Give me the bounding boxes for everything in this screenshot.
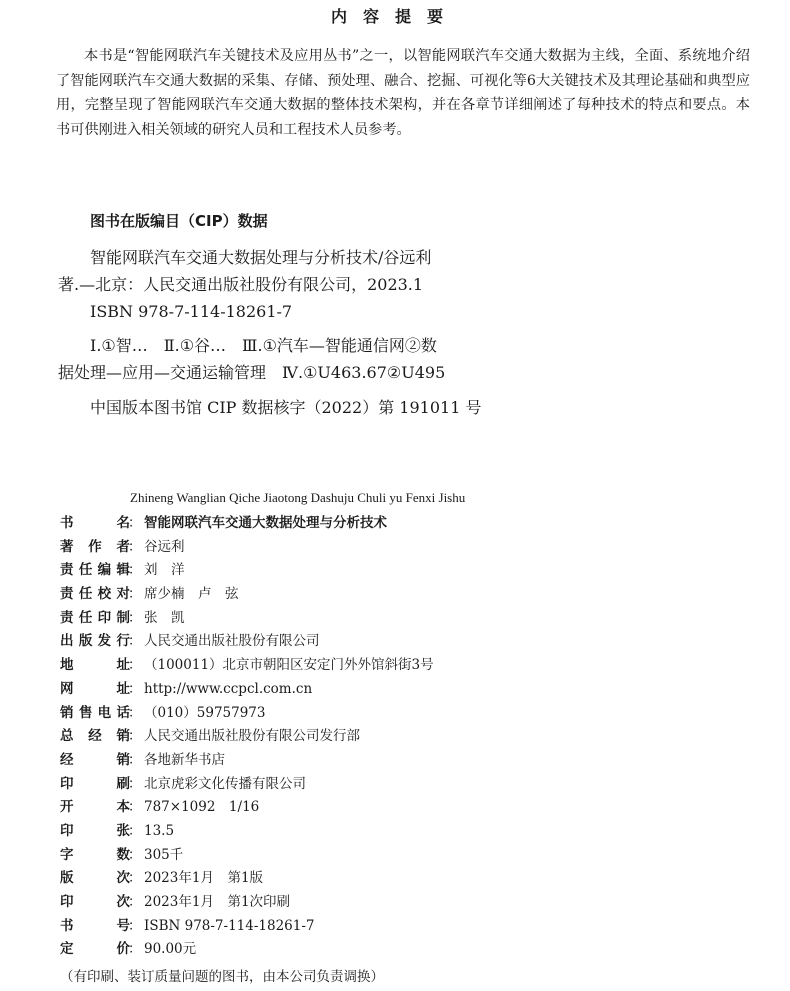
info-value: 智能网联汽车交通大数据处理与分析技术 <box>144 515 387 531</box>
info-row: 版次 ： 2023年1月 第1版 <box>60 867 760 891</box>
info-label: 责任印制 <box>60 609 130 626</box>
info-label: 网址 <box>60 680 130 697</box>
info-row: 销售电话 ： （010）59757973 <box>60 702 760 726</box>
info-row: 开本 ： 787×1092 1/16 <box>60 796 760 820</box>
info-value: 787×1092 1/16 <box>144 799 260 816</box>
info-label: 责任校对 <box>60 586 130 603</box>
info-value: （100011）北京市朝阳区安定门外外馆斜街3号 <box>144 657 434 674</box>
info-row: 印刷 ： 北京虎彩文化传播有限公司 <box>60 773 760 797</box>
info-row: 经销 ： 各地新华书店 <box>60 749 760 773</box>
info-label: 印张 <box>60 822 130 839</box>
footnote: （有印刷、装订质量问题的图书，由本公司负责调换） <box>60 969 384 985</box>
cip-heading: 图书在版编目（CIP）数据 <box>90 212 268 230</box>
info-label: 总经销 <box>60 728 130 745</box>
info-value: 刘 洋 <box>144 562 185 579</box>
cip-line: 中国版本图书馆 CIP 数据核字（2022）第 191011 号 <box>90 398 482 417</box>
info-value: 北京虎彩文化传播有限公司 <box>144 775 306 792</box>
info-row: 书号 ： ISBN 978-7-114-18261-7 <box>60 915 760 939</box>
info-row: 责任编辑 ： 刘 洋 <box>60 559 760 583</box>
info-value: 席少楠 卢 弦 <box>144 586 239 603</box>
cip-line: Ⅰ.①智… Ⅱ.①谷… Ⅲ.①汽车—智能通信网②数 <box>90 336 437 355</box>
cip-line: ISBN 978-7-114-18261-7 <box>90 302 293 321</box>
info-label: 开本 <box>60 799 130 816</box>
cip-line: 据处理—应用—交通运输管理 Ⅳ.①U463.67②U495 <box>58 363 446 382</box>
info-label: 版次 <box>60 870 130 887</box>
info-label: 书号 <box>60 917 130 934</box>
info-value: 90.00元 <box>144 941 197 958</box>
info-value: 各地新华书店 <box>144 751 225 768</box>
info-label: 著作者 <box>60 538 130 555</box>
info-row: 网址 ： http://www.ccpcl.com.cn <box>60 678 760 702</box>
info-value: 人民交通出版社股份有限公司发行部 <box>144 728 360 745</box>
info-label: 销售电话 <box>60 704 130 721</box>
info-label: 印次 <box>60 894 130 910</box>
info-value: 张 凯 <box>144 609 185 626</box>
info-row: 著作者 ： 谷远利 <box>60 536 760 560</box>
info-row: 责任印制 ： 张 凯 <box>60 607 760 631</box>
info-row: 地址 ： （100011）北京市朝阳区安定门外外馆斜街3号 <box>60 654 760 678</box>
info-row: 字数 ： 305千 <box>60 844 760 868</box>
info-row: 定价 ： 90.00元 <box>60 938 760 962</box>
info-value: （010）59757973 <box>144 704 266 721</box>
info-label: 责任编辑 <box>60 562 130 579</box>
info-value: 13.5 <box>144 822 175 839</box>
info-value: 305千 <box>144 846 184 863</box>
info-value: 人民交通出版社股份有限公司 <box>144 633 320 650</box>
publication-info <box>60 512 760 962</box>
summary-paragraph: 本书是“智能网联汽车关键技术及应用丛书”之一，以智能网联汽车交通大数据为主线，全面、系统地介绍了智能网联汽车交通大数据的采集、存储、预处理、融合、挖掘、可视化等6大关键技术及其理论基础和典型应用，完整呈现了智能网联汽车交通大数据的整体技术架构，并在各章节详细阐述了每种技术的特点和要点。本书可供刚进入相关领域的研究人员和工程技术人员参考。 <box>56 48 750 138</box>
info-row: 印次 ： 2023年1月 第1次印刷 <box>60 891 760 915</box>
info-label: 地址 <box>60 657 130 674</box>
info-row: 书名 ： 智能网联汽车交通大数据处理与分析技术 <box>60 512 760 536</box>
info-label: 经销 <box>60 751 130 768</box>
cip-line: 智能网联汽车交通大数据处理与分析技术/谷远利 <box>90 248 432 267</box>
info-label: 书名 <box>60 515 130 531</box>
info-row: 出版发行 ： 人民交通出版社股份有限公司 <box>60 630 760 654</box>
info-label: 出版发行 <box>60 633 130 650</box>
page-title: 内容提要 <box>330 7 459 26</box>
info-value: 2023年1月 第1次印刷 <box>144 894 291 910</box>
pinyin-title: Zhineng Wanglian Qiche Jiaotong Dashuju Chuli yu Fenxi Jishu <box>130 490 466 505</box>
info-row: 印张 ： 13.5 <box>60 820 760 844</box>
info-label: 定价 <box>60 941 130 958</box>
cip-line: 著.—北京：人民交通出版社股份有限公司，2023.1 <box>58 275 424 294</box>
info-value: 2023年1月 第1版 <box>144 870 264 887</box>
info-row: 总经销 ： 人民交通出版社股份有限公司发行部 <box>60 725 760 749</box>
info-value: 谷远利 <box>144 538 185 555</box>
info-value: ISBN 978-7-114-18261-7 <box>144 917 315 934</box>
info-value: http://www.ccpcl.com.cn <box>144 680 313 697</box>
info-row: 责任校对 ： 席少楠 卢 弦 <box>60 583 760 607</box>
info-label: 字数 <box>60 846 130 863</box>
info-label: 印刷 <box>60 775 130 792</box>
